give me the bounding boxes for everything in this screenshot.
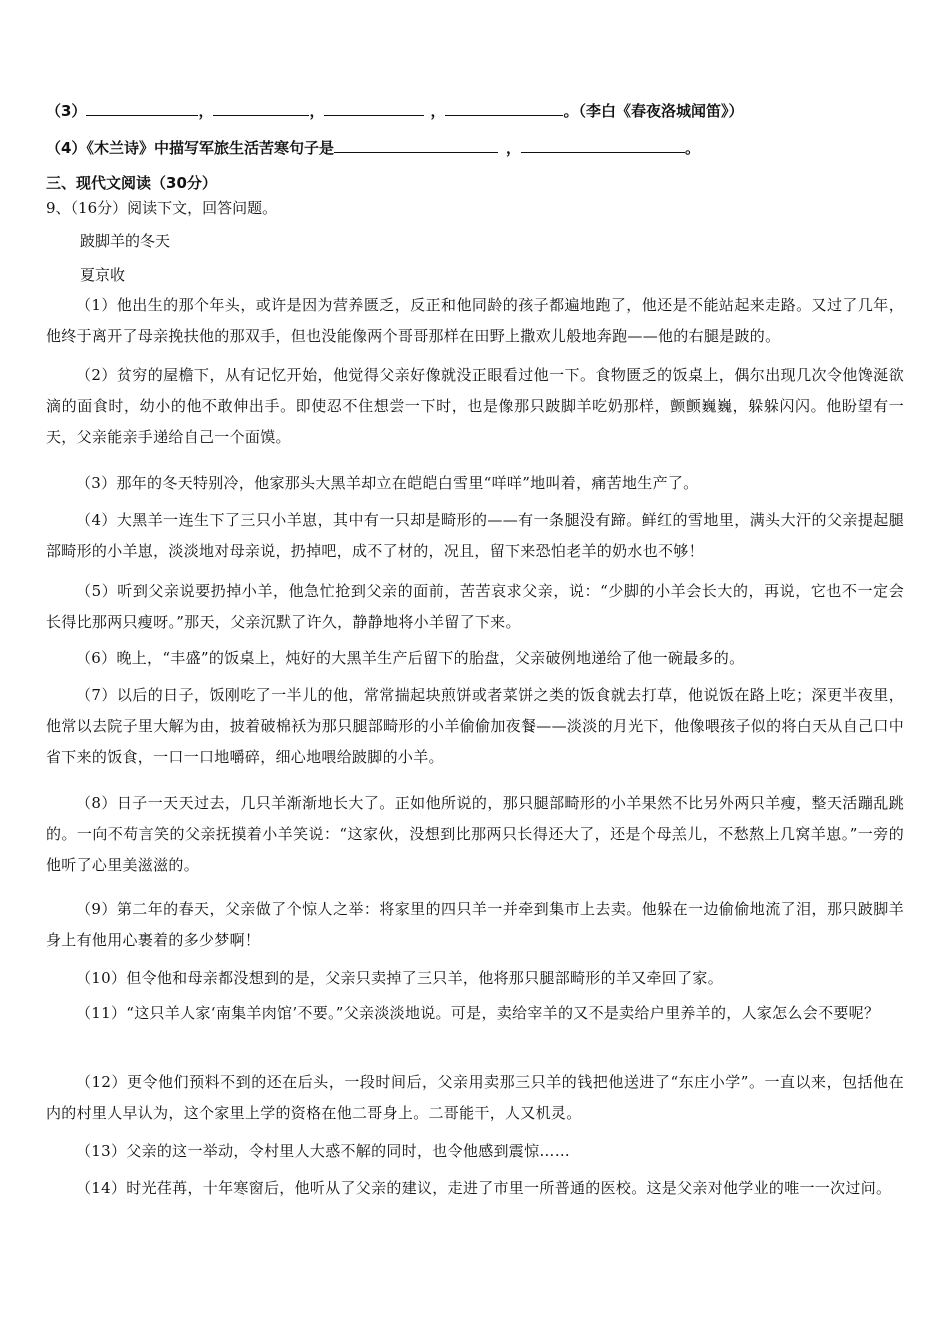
article-author: 夏京收 <box>80 266 126 284</box>
answer-blank[interactable] <box>213 101 309 116</box>
end-mark: 。 <box>684 139 700 157</box>
separator: ， <box>198 102 214 120</box>
paragraph-13: （13）父亲的这一举动，令村里人大惑不解的同时，也令他感到震惊…… <box>76 1142 570 1160</box>
answer-blank[interactable] <box>445 101 563 116</box>
fill-item-3 <box>46 100 744 121</box>
paragraph-1: （1）他出生的那个年头，或许是因为营养匮乏，反正和他同龄的孩子都遍地跑了，他还是不能站起来走路。又过了几年，他终于离开了母亲挽扶他的那双手，但也没能像两个哥哥那样在田野上撒欢儿般地奔跑——他的右腿是跛的。 <box>46 296 904 345</box>
paragraph-6: （6）晚上，“丰盛”的饭桌上，炖好的大黑羊生产后留下的胎盘，父亲破例地递给了他一碗最多的。 <box>76 649 745 667</box>
paragraph-14: （14）时光荏苒，十年寒窗后，他听从了父亲的建议，走进了市里一所普通的医校。这是父亲对他学业的唯一一次过问。 <box>76 1179 892 1197</box>
paragraph-5: （5）听到父亲说要扔掉小羊，他急忙抢到父亲的面前，苦苦哀求父亲，说：“少脚的小羊会长大的，再说，它也不一定会长得比那两只瘦呀。”那天，父亲沉默了许久，静静地将小羊留了下来。 <box>46 582 904 631</box>
paragraph-2: （2）贫穷的屋檐下，从有记忆开始，他觉得父亲好像就没正眼看过他一下。食物匮乏的饭桌上，偶尔出现几次令他馋涎欲滴的面食时，幼小的他不敢伸出手。即使忍不住想尝一下时，也是像那只跛脚羊吃奶那样，颤颤巍巍，躲躲闪闪。他盼望有一天，父亲能亲手递给自己一个面馍。 <box>46 366 904 446</box>
paragraph-10: （10）但令他和母亲都没想到的是，父亲只卖掉了三只羊，他将那只腿部畸形的羊又牵回了家。 <box>76 969 723 987</box>
answer-blank[interactable] <box>324 101 424 116</box>
paragraph-7: （7）以后的日子，饭刚吃了一半儿的他，常常揣起块煎饼或者菜饼之类的饭食就去打草，他说饭在路上吃；深更半夜里，他常以去院子里大解为由，披着破棉袄为那只腿部畸形的小羊偷偷加夜餐——淡淡的月光下，他像喂孩子似的将白天从自己口中省下来的饭食，一口一口地嚼碎，细心地喂给跛脚的小羊。 <box>46 686 904 766</box>
paragraph-8: （8）日子一天天过去，几只羊渐渐地长大了。正如他所说的，那只腿部畸形的小羊果然不比另外两只羊瘦，整天活蹦乱跳的。一向不苟言笑的父亲抚摸着小羊笑说：“这家伙，没想到比那两只长得还大了，还是个母羔儿，不愁熬上几窝羊崽。”一旁的他听了心里美滋滋的。 <box>46 794 904 874</box>
answer-blank[interactable] <box>521 138 685 153</box>
fill-item-4-number: （4） <box>46 139 87 157</box>
end-mark: 。 <box>563 102 579 120</box>
fill-item-4 <box>46 137 700 158</box>
poem-source: （李白《春夜洛城闻笛》） <box>578 102 744 120</box>
paragraph-9: （9）第二年的春天，父亲做了个惊人之举：将家里的四只羊一并牵到集市上去卖。他躲在一边偷偷地流了泪，那只跛脚羊身上有他用心裹着的多少梦啊！ <box>46 900 904 949</box>
fill-item-3-number: （3） <box>46 102 87 120</box>
section-heading: 三、现代文阅读（30分） <box>46 174 217 192</box>
answer-blank[interactable] <box>334 138 498 153</box>
paragraph-12: （12）更令他们预料不到的还在后头，一段时间后，父亲用卖那三只羊的钱把他送进了“东庄小学”。一直以来，包括他在内的村里人早认为，这个家里上学的资格在他二哥身上。二哥能干，人又机灵。 <box>46 1073 904 1122</box>
paragraph-3: （3）那年的冬天特别冷，他家那头大黑羊却立在皑皑白雪里“咩咩”地叫着，痛苦地生产了。 <box>76 474 699 492</box>
question-header: 9、（16分）阅读下文，回答问题。 <box>46 199 278 217</box>
separator: ， <box>505 139 521 157</box>
fill-item-4-prompt: 《木兰诗》中描写军旅生活苦寒句子是 <box>86 139 334 157</box>
paragraph-4: （4）大黑羊一连生下了三只小羊崽，其中有一只却是畸形的——有一条腿没有蹄。鲜红的雪地里，满头大汗的父亲提起腿部畸形的小羊崽，淡淡地对母亲说，扔掉吧，成不了材的，况且，留下来恐怕老羊的奶水也不够！ <box>46 511 904 560</box>
article-title: 跛脚羊的冬天 <box>80 232 171 250</box>
separator: ， <box>309 102 325 120</box>
paragraph-11: （11）“这只羊人家‘南集羊肉馆’不要。”父亲淡淡地说。可是，卖给宰羊的又不是卖给户里养羊的，人家怎么会不要呢？ <box>76 1004 880 1022</box>
answer-blank[interactable] <box>86 101 198 116</box>
separator: ， <box>430 102 446 120</box>
